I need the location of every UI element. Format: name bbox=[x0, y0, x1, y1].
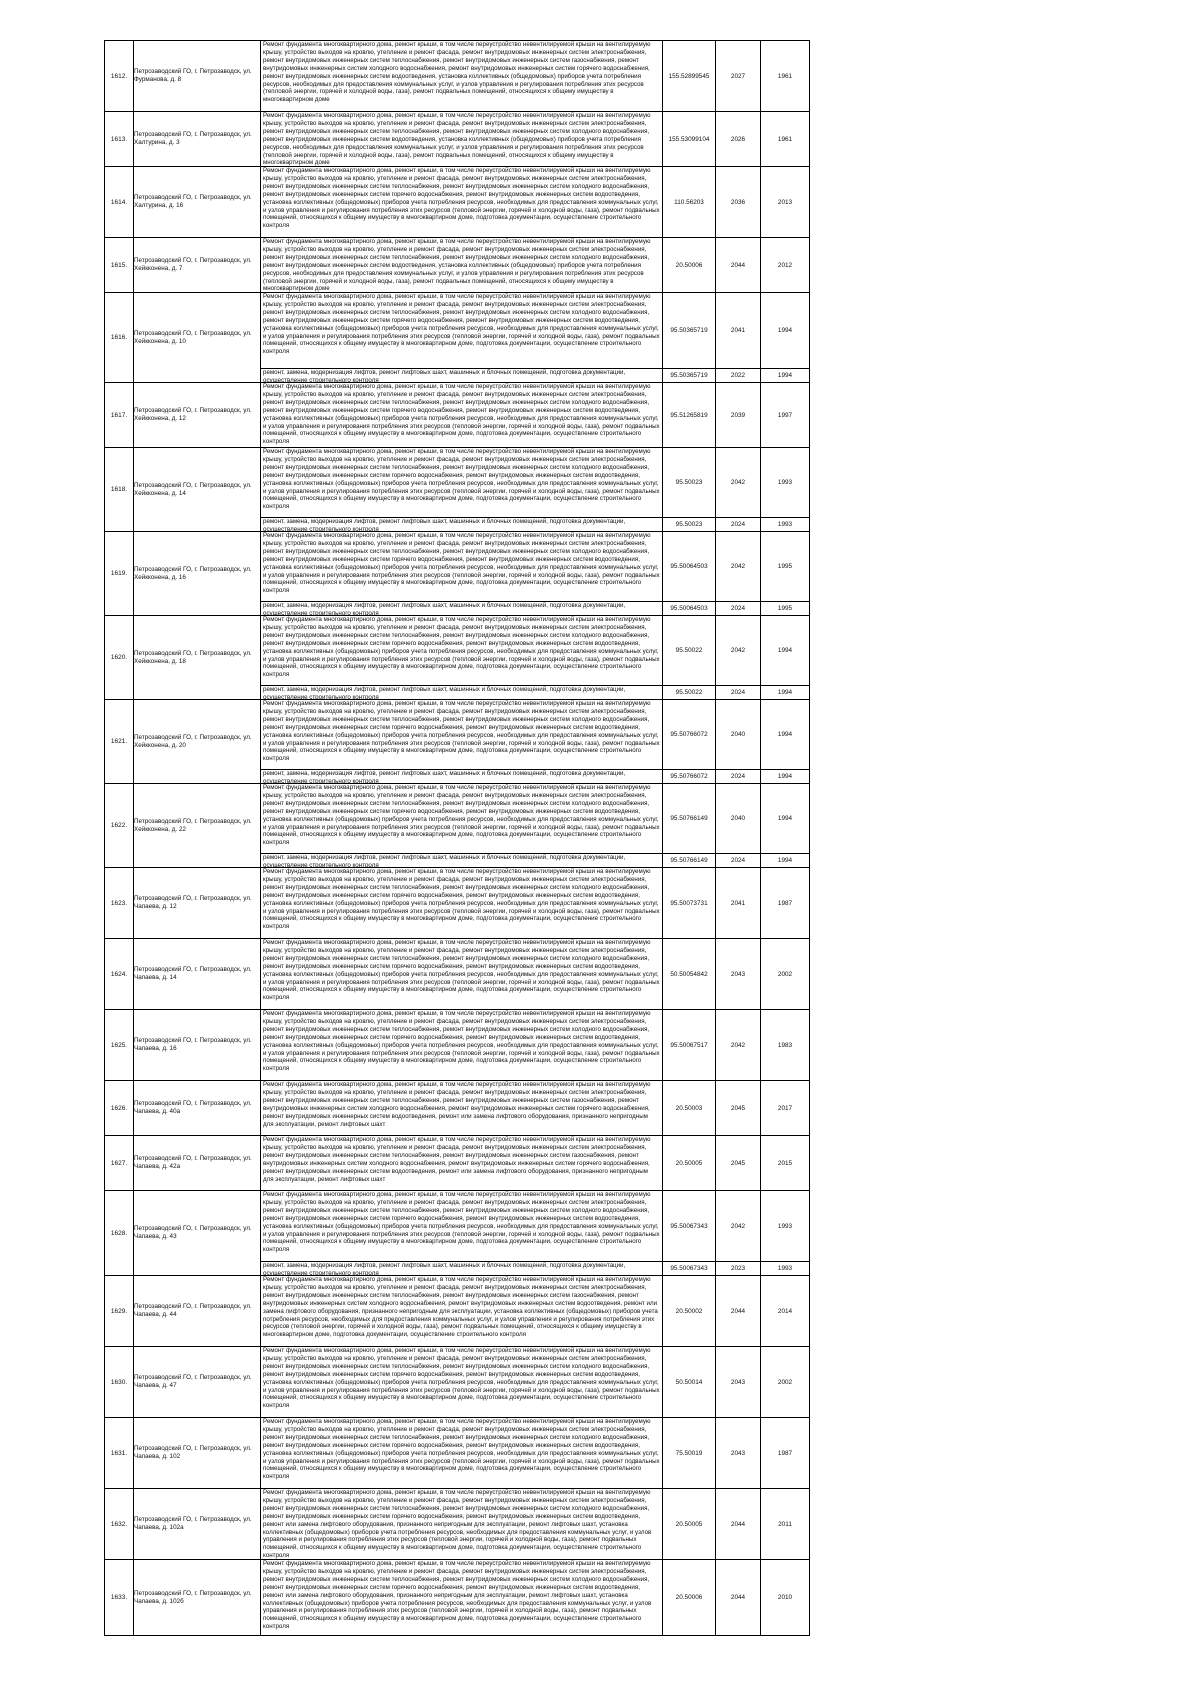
year-cell: 2042 bbox=[716, 616, 761, 686]
address-cell: Петрозаводский ГО, г. Петрозаводск, ул. Чапаева, д. 43 bbox=[134, 1191, 261, 1276]
cost-cell: 95.50023 bbox=[663, 518, 716, 532]
works-cell bbox=[261, 1347, 663, 1418]
cost-cell: 95.51265819 bbox=[663, 383, 716, 448]
works-text: Ремонт фундамента многоквартирного дома, ремонт крыши, в том числе переустройство невентилируемой крыши на вентилируемую крышу, устройство выходов на кровлю, утепление и ремонт фасада, ремонт внутридомовых инженерных систем электроснабжения, ремонт внутридомовых инженерных систем теплоснабжения, ремонт внутридомовых инженерных систем газоснабжения, ремонт внутридомовых инженерных систем холодного водоснабжения, ремонт внутридомовых инженерных систем горячего водоснабжения, ремонт внутридомовых инженерных систем водоотведения, ремонт или замена лифтового оборудования, признанного непригодным для эксплуатации, ремонт лифтовых шахт bbox=[263, 1136, 651, 1183]
address-cell: Петрозаводский ГО, г. Петрозаводск, ул. Хейкконена, д. 18 bbox=[134, 616, 261, 700]
works-cell bbox=[261, 1191, 663, 1262]
works-text: Ремонт фундамента многоквартирного дома, ремонт крыши, в том числе переустройство невентилируемой крыши на вентилируемую крышу, устройство выходов на кровлю, утепление и ремонт фасада, ремонт внутридомовых инженерных систем электроснабжения, ремонт внутридомовых инженерных систем теплоснабжения, ремонт внутридомовых инженерных систем холодного водоснабжения, ремонт внутридомовых инженерных систем горячего водоснабжения, ремонт внутридомовых инженерных систем водоотведения, ремонт или замена лифтового оборудования, признанного непригодным для эксплуатации, ремонт лифтовых шахт, установка коллективных (общедомовых) приборов учета потребления ресурсов, необходимых для предоставления коммунальных услуг, и узлов управления и регулирования потребления этих ресурсов (тепловой энергии, горячей и холодной воды, газа), ремонт подвальных помещений, относящихся к общему имуществу в многоквартирном доме, подготовка документации, осуществление строительного контроля bbox=[263, 1489, 652, 1559]
cost-cell: 95.50073731 bbox=[663, 868, 716, 939]
table-row bbox=[105, 1418, 810, 1489]
built-year-cell: 1995 bbox=[761, 602, 810, 616]
year-cell: 2043 bbox=[716, 1347, 761, 1418]
works-text: Ремонт фундамента многоквартирного дома, ремонт крыши, в том числе переустройство невентилируемой крыши на вентилируемую крышу, устройство выходов на кровлю, утепление и ремонт фасада, ремонт внутридомовых инженерных систем электроснабжения, ремонт внутридомовых инженерных систем теплоснабжения, ремонт внутридомовых инженерных систем холодного водоснабжения, ремонт внутридомовых инженерных систем горячего водоснабжения, ремонт внутридомовых инженерных систем водоотведения, ремонт или замена лифтового оборудования, признанного непригодным для эксплуатации, ремонт лифтовых шахт, установка коллективных (общедомовых) приборов учета потребления ресурсов, необходимых для предоставления коммунальных услуг, и узлов управления и регулирования потребления этих ресурсов (тепловой энергии, горячей и холодной воды, газа), ремонт подвальных помещений, относящихся к общему имуществу в многоквартирном доме, подготовка документации, осуществление строительного контроля bbox=[263, 1560, 652, 1631]
year-cell: 2042 bbox=[716, 448, 761, 518]
address-cell: Петрозаводский ГО, г. Петрозаводск, ул. Чапаева, д. 12 bbox=[134, 868, 261, 939]
works-cell bbox=[261, 1276, 663, 1347]
works-cell bbox=[261, 616, 663, 686]
address-cell: Петрозаводский ГО, г. Петрозаводск, ул. Хейкконена, д. 12 bbox=[134, 383, 261, 448]
works-text: Ремонт фундамента многоквартирного дома, ремонт крыши, в том числе переустройство невентилируемой крыши на вентилируемую крышу, устройство выходов на кровлю, утепление и ремонт фасада, ремонт внутридомовых инженерных систем электроснабжения, ремонт внутридомовых инженерных систем теплоснабжения, ремонт внутридомовых инженерных систем газоснабжения, ремонт внутридомовых инженерных систем холодного водоснабжения, ремонт внутридомовых инженерных систем горячего водоснабжения, ремонт внутридомовых инженерных систем водоотведения, установка коллективных (общедомовых) приборов учета потребления ресурсов, необходимых для предоставления коммунальных услуг, и узлов управления и регулирования потребления этих ресурсов (тепловой энергии, горячей и холодной воды, газа), ремонт подвальных помещений, относящихся к общему имуществу в многоквартирном доме bbox=[263, 41, 651, 104]
cost-cell: 50.50054842 bbox=[663, 939, 716, 1010]
table-row bbox=[105, 1191, 810, 1262]
address-cell: Петрозаводский ГО, г. Петрозаводск, ул. Чапаева, д. 40а bbox=[134, 1081, 261, 1136]
table-row bbox=[105, 532, 810, 602]
works-text: Ремонт фундамента многоквартирного дома, ремонт крыши, в том числе переустройство невентилируемой крыши на вентилируемую крышу, устройство выходов на кровлю, утепление и ремонт фасада, ремонт внутридомовых инженерных систем электроснабжения, ремонт внутридомовых инженерных систем теплоснабжения, ремонт внутридомовых инженерных систем газоснабжения, ремонт внутридомовых инженерных систем холодного водоснабжения, ремонт внутридомовых инженерных систем горячего водоснабжения, ремонт внутридомовых инженерных систем водоотведения, ремонт или замена лифтового оборудования, признанного непригодным для эксплуатации, ремонт лифтовых шахт bbox=[263, 1081, 651, 1128]
works-text: Ремонт фундамента многоквартирного дома, ремонт крыши, в том числе переустройство невентилируемой крыши на вентилируемую крышу, устройство выходов на кровлю, утепление и ремонт фасада, ремонт внутридомовых инженерных систем электроснабжения, ремонт внутридомовых инженерных систем теплоснабжения, ремонт внутридомовых инженерных систем холодного водоснабжения, ремонт внутридомовых инженерных систем горячего водоснабжения, ремонт внутридомовых инженерных систем водоотведения, установка коллективных (общедомовых) приборов учета потребления ресурсов, необходимых для предоставления коммунальных услуг, и узлов управления и регулирования потребления этих ресурсов (тепловой энергии, горячей и холодной воды, газа), ремонт подвальных помещений, относящихся к общему имуществу в многоквартирном доме, подготовка документации, осуществление строительного контроля bbox=[263, 939, 660, 1002]
table-row bbox=[105, 700, 810, 770]
row-number: 1632. bbox=[105, 1489, 134, 1560]
works-cell bbox=[261, 1081, 663, 1136]
lift-works-cell bbox=[261, 1262, 663, 1276]
year-cell: 2036 bbox=[716, 167, 761, 238]
row-number: 1628. bbox=[105, 1191, 134, 1276]
built-year-cell: 2017 bbox=[761, 1081, 810, 1136]
works-text: Ремонт фундамента многоквартирного дома, ремонт крыши, в том числе переустройство невентилируемой крыши на вентилируемую крышу, устройство выходов на кровлю, утепление и ремонт фасада, ремонт внутридомовых инженерных систем электроснабжения, ремонт внутридомовых инженерных систем теплоснабжения, ремонт внутридомовых инженерных систем холодного водоснабжения, ремонт внутридомовых инженерных систем горячего водоснабжения, ремонт внутридомовых инженерных систем водоотведения, установка коллективных (общедомовых) приборов учета потребления ресурсов, необходимых для предоставления коммунальных услуг, и узлов управления и регулирования потребления этих ресурсов (тепловой энергии, горячей и холодной воды, газа), ремонт подвальных помещений, относящихся к общему имуществу в многоквартирном доме, подготовка документации, осуществление строительного контроля bbox=[263, 1418, 660, 1481]
lift-works-cell bbox=[261, 602, 663, 616]
year-cell: 2043 bbox=[716, 939, 761, 1010]
table-row bbox=[105, 616, 810, 686]
table-row bbox=[105, 293, 810, 369]
row-number: 1627. bbox=[105, 1136, 134, 1191]
built-year-cell: 1994 bbox=[761, 784, 810, 854]
year-cell: 2044 bbox=[716, 238, 761, 293]
lift-works-text: ремонт, замена, модернизация лифтов, ремонт лифтовых шахт, машинных и блочных помещений, подготовка документации, осуществление строительного контроля bbox=[263, 518, 626, 531]
address-cell: Петрозаводский ГО, г. Петрозаводск, ул. Хейкконена, д. 22 bbox=[134, 784, 261, 868]
table-row bbox=[105, 238, 810, 293]
address-cell: Петрозаводский ГО, г. Петрозаводск, ул. Чапаева, д. 102 bbox=[134, 1418, 261, 1489]
works-cell bbox=[261, 167, 663, 238]
works-text: Ремонт фундамента многоквартирного дома, ремонт крыши, в том числе переустройство невентилируемой крыши на вентилируемую крышу, устройство выходов на кровлю, утепление и ремонт фасада, ремонт внутридомовых инженерных систем электроснабжения, ремонт внутридомовых инженерных систем теплоснабжения, ремонт внутридомовых инженерных систем холодного водоснабжения, ремонт внутридомовых инженерных систем водоотведения, установка коллективных (общедомовых) приборов учета потребления ресурсов, необходимых для предоставления коммунальных услуг, и узлов управления и регулирования потребления этих ресурсов (тепловой энергии, горячей и холодной воды, газа), ремонт подвальных помещений, относящихся к общему имуществу в многоквартирном доме bbox=[263, 112, 651, 166]
table-row bbox=[105, 1560, 810, 1636]
lift-works-cell bbox=[261, 770, 663, 784]
year-cell: 2024 bbox=[716, 770, 761, 784]
works-text: Ремонт фундамента многоквартирного дома, ремонт крыши, в том числе переустройство невентилируемой крыши на вентилируемую крышу, устройство выходов на кровлю, утепление и ремонт фасада, ремонт внутридомовых инженерных систем электроснабжения, ремонт внутридомовых инженерных систем теплоснабжения, ремонт внутридомовых инженерных систем холодного водоснабжения, ремонт внутридомовых инженерных систем горячего водоснабжения, ремонт внутридомовых инженерных систем водоотведения, установка коллективных (общедомовых) приборов учета потребления ресурсов, необходимых для предоставления коммунальных услуг, и узлов управления и регулирования потребления этих ресурсов (тепловой энергии, горячей и холодной воды, газа), ремонт подвальных помещений, относящихся к общему имуществу в многоквартирном доме, подготовка документации, осуществление строительного контроля bbox=[263, 868, 660, 931]
row-number: 1616. bbox=[105, 293, 134, 383]
built-year-cell: 2014 bbox=[761, 1276, 810, 1347]
year-cell: 2043 bbox=[716, 1418, 761, 1489]
works-text: Ремонт фундамента многоквартирного дома, ремонт крыши, в том числе переустройство невентилируемой крыши на вентилируемую крышу, устройство выходов на кровлю, утепление и ремонт фасада, ремонт внутридомовых инженерных систем электроснабжения, ремонт внутридомовых инженерных систем теплоснабжения, ремонт внутридомовых инженерных систем холодного водоснабжения, ремонт внутридомовых инженерных систем горячего водоснабжения, ремонт внутридомовых инженерных систем водоотведения, установка коллективных (общедомовых) приборов учета потребления ресурсов, необходимых для предоставления коммунальных услуг, и узлов управления и регулирования потребления этих ресурсов (тепловой энергии, горячей и холодной воды, газа), ремонт подвальных помещений, относящихся к общему имуществу в многоквартирном доме, подготовка документации, осуществление строительного контроля bbox=[263, 700, 660, 763]
works-text: Ремонт фундамента многоквартирного дома, ремонт крыши, в том числе переустройство невентилируемой крыши на вентилируемую крышу, устройство выходов на кровлю, утепление и ремонт фасада, ремонт внутридомовых инженерных систем электроснабжения, ремонт внутридомовых инженерных систем теплоснабжения, ремонт внутридомовых инженерных систем холодного водоснабжения, ремонт внутридомовых инженерных систем горячего водоснабжения, ремонт внутридомовых инженерных систем водоотведения, установка коллективных (общедомовых) приборов учета потребления ресурсов, необходимых для предоставления коммунальных услуг, и узлов управления и регулирования потребления этих ресурсов (тепловой энергии, горячей и холодной воды, газа), ремонт подвальных помещений, относящихся к общему имуществу в многоквартирном доме, подготовка документации, осуществление строительного контроля bbox=[263, 383, 660, 446]
works-cell bbox=[261, 41, 663, 112]
cost-cell: 20.50002 bbox=[663, 1276, 716, 1347]
address-cell: Петрозаводский ГО, г. Петрозаводск, ул. Хейкконена, д. 14 bbox=[134, 448, 261, 532]
row-number: 1613. bbox=[105, 112, 134, 167]
cost-cell: 95.50766072 bbox=[663, 770, 716, 784]
works-text: Ремонт фундамента многоквартирного дома, ремонт крыши, в том числе переустройство невентилируемой крыши на вентилируемую крышу, устройство выходов на кровлю, утепление и ремонт фасада, ремонт внутридомовых инженерных систем электроснабжения, ремонт внутридомовых инженерных систем теплоснабжения, ремонт внутридомовых инженерных систем холодного водоснабжения, ремонт внутридомовых инженерных систем горячего водоснабжения, ремонт внутридомовых инженерных систем водоотведения, установка коллективных (общедомовых) приборов учета потребления ресурсов, необходимых для предоставления коммунальных услуг, и узлов управления и регулирования потребления этих ресурсов (тепловой энергии, горячей и холодной воды, газа), ремонт подвальных помещений, относящихся к общему имуществу в многоквартирном доме, подготовка документации, осуществление строительного контроля bbox=[263, 293, 660, 356]
address-cell: Петрозаводский ГО, г. Петрозаводск, ул. Халтурина, д. 3 bbox=[134, 112, 261, 167]
built-year-cell: 1983 bbox=[761, 1010, 810, 1081]
row-number: 1614. bbox=[105, 167, 134, 238]
cost-cell: 20.50005 bbox=[663, 1136, 716, 1191]
built-year-cell: 1994 bbox=[761, 700, 810, 770]
built-year-cell: 1993 bbox=[761, 518, 810, 532]
works-cell bbox=[261, 1560, 663, 1636]
cost-cell: 95.50067343 bbox=[663, 1262, 716, 1276]
address-cell: Петрозаводский ГО, г. Петрозаводск, ул. Чапаева, д. 42а bbox=[134, 1136, 261, 1191]
address-cell: Петрозаводский ГО, г. Петрозаводск, ул. Хейкконена, д. 10 bbox=[134, 293, 261, 383]
works-cell bbox=[261, 700, 663, 770]
cost-cell: 95.50064503 bbox=[663, 532, 716, 602]
lift-works-text: ремонт, замена, модернизация лифтов, ремонт лифтовых шахт, машинных и блочных помещений, подготовка документации, осуществление строительного контроля bbox=[263, 602, 626, 615]
built-year-cell: 1994 bbox=[761, 616, 810, 686]
row-number: 1620. bbox=[105, 616, 134, 700]
table-row bbox=[105, 784, 810, 854]
built-year-cell: 1994 bbox=[761, 854, 810, 868]
table-row bbox=[105, 383, 810, 448]
year-cell: 2042 bbox=[716, 532, 761, 602]
year-cell: 2045 bbox=[716, 1081, 761, 1136]
built-year-cell: 2013 bbox=[761, 167, 810, 238]
built-year-cell: 1961 bbox=[761, 41, 810, 112]
lift-works-cell bbox=[261, 369, 663, 383]
built-year-cell: 1961 bbox=[761, 112, 810, 167]
row-number: 1633. bbox=[105, 1560, 134, 1636]
lift-works-cell bbox=[261, 518, 663, 532]
table-row bbox=[105, 1347, 810, 1418]
capital-repair-table bbox=[104, 40, 810, 1636]
built-year-cell: 1994 bbox=[761, 293, 810, 369]
address-cell: Петрозаводский ГО, г. Петрозаводск, ул. Фурманова, д. 8 bbox=[134, 41, 261, 112]
works-cell bbox=[261, 1418, 663, 1489]
built-year-cell: 1993 bbox=[761, 1262, 810, 1276]
year-cell: 2040 bbox=[716, 700, 761, 770]
row-number: 1621. bbox=[105, 700, 134, 784]
cost-cell: 20.50005 bbox=[663, 1489, 716, 1560]
year-cell: 2042 bbox=[716, 1010, 761, 1081]
row-number: 1615. bbox=[105, 238, 134, 293]
works-text: Ремонт фундамента многоквартирного дома, ремонт крыши, в том числе переустройство невентилируемой крыши на вентилируемую крышу, устройство выходов на кровлю, утепление и ремонт фасада, ремонт внутридомовых инженерных систем электроснабжения, ремонт внутридомовых инженерных систем теплоснабжения, ремонт внутридомовых инженерных систем холодного водоснабжения, ремонт внутридомовых инженерных систем горячего водоснабжения, ремонт внутридомовых инженерных систем водоотведения, установка коллективных (общедомовых) приборов учета потребления ресурсов, необходимых для предоставления коммунальных услуг, и узлов управления и регулирования потребления этих ресурсов (тепловой энергии, горячей и холодной воды, газа), ремонт подвальных помещений, относящихся к общему имуществу в многоквартирном доме, подготовка документации, осуществление строительного контроля bbox=[263, 1191, 660, 1254]
year-cell: 2040 bbox=[716, 784, 761, 854]
built-year-cell: 2012 bbox=[761, 238, 810, 293]
cost-cell: 155.52899545 bbox=[663, 41, 716, 112]
year-cell: 2041 bbox=[716, 868, 761, 939]
table-row bbox=[105, 1489, 810, 1560]
row-number: 1612. bbox=[105, 41, 134, 112]
table-row bbox=[105, 167, 810, 238]
cost-cell: 50.50014 bbox=[663, 1347, 716, 1418]
address-cell: Петрозаводский ГО, г. Петрозаводск, ул. Хейкконена, д. 16 bbox=[134, 532, 261, 616]
works-cell bbox=[261, 1489, 663, 1560]
cost-cell: 95.50365719 bbox=[663, 293, 716, 369]
works-cell bbox=[261, 1136, 663, 1191]
year-cell: 2044 bbox=[716, 1489, 761, 1560]
works-text: Ремонт фундамента многоквартирного дома, ремонт крыши, в том числе переустройство невентилируемой крыши на вентилируемую крышу, устройство выходов на кровлю, утепление и ремонт фасада, ремонт внутридомовых инженерных систем электроснабжения, ремонт внутридомовых инженерных систем теплоснабжения, ремонт внутридомовых инженерных систем холодного водоснабжения, ремонт внутридомовых инженерных систем горячего водоснабжения, ремонт внутридомовых инженерных систем водоотведения, установка коллективных (общедомовых) приборов учета потребления ресурсов, необходимых для предоставления коммунальных услуг, и узлов управления и регулирования потребления этих ресурсов (тепловой энергии, горячей и холодной воды, газа), ремонт подвальных помещений, относящихся к общему имуществу в многоквартирном доме, подготовка документации, осуществление строительного контроля bbox=[263, 167, 660, 230]
table-row bbox=[105, 448, 810, 518]
table-row bbox=[105, 1276, 810, 1347]
table-row bbox=[105, 41, 810, 112]
address-cell: Петрозаводский ГО, г. Петрозаводск, ул. Хейкконена, д. 20 bbox=[134, 700, 261, 784]
cost-cell: 75.50019 bbox=[663, 1418, 716, 1489]
works-cell bbox=[261, 1010, 663, 1081]
built-year-cell: 2011 bbox=[761, 1489, 810, 1560]
lift-works-text: ремонт, замена, модернизация лифтов, ремонт лифтовых шахт, машинных и блочных помещений, подготовка документации, осуществление строительного контроля bbox=[263, 770, 626, 783]
year-cell: 2027 bbox=[716, 41, 761, 112]
built-year-cell: 1994 bbox=[761, 369, 810, 383]
built-year-cell: 1995 bbox=[761, 532, 810, 602]
works-cell bbox=[261, 784, 663, 854]
works-cell bbox=[261, 939, 663, 1010]
built-year-cell: 1993 bbox=[761, 448, 810, 518]
cost-cell: 95.50766149 bbox=[663, 784, 716, 854]
cost-cell: 95.50022 bbox=[663, 686, 716, 700]
table-row bbox=[105, 1136, 810, 1191]
built-year-cell: 1987 bbox=[761, 1418, 810, 1489]
table-row bbox=[105, 868, 810, 939]
works-cell bbox=[261, 448, 663, 518]
works-text: Ремонт фундамента многоквартирного дома, ремонт крыши, в том числе переустройство невентилируемой крыши на вентилируемую крышу, устройство выходов на кровлю, утепление и ремонт фасада, ремонт внутридомовых инженерных систем электроснабжения, ремонт внутридомовых инженерных систем теплоснабжения, ремонт внутридомовых инженерных систем холодного водоснабжения, ремонт внутридомовых инженерных систем горячего водоснабжения, ремонт внутридомовых инженерных систем водоотведения, установка коллективных (общедомовых) приборов учета потребления ресурсов, необходимых для предоставления коммунальных услуг, и узлов управления и регулирования потребления этих ресурсов (тепловой энергии, горячей и холодной воды, газа), ремонт подвальных помещений, относящихся к общему имуществу в многоквартирном доме, подготовка документации, осуществление строительного контроля bbox=[263, 1010, 660, 1073]
built-year-cell: 1997 bbox=[761, 383, 810, 448]
cost-cell: 110.56203 bbox=[663, 167, 716, 238]
row-number: 1629. bbox=[105, 1276, 134, 1347]
cost-cell: 95.50022 bbox=[663, 616, 716, 686]
table-row bbox=[105, 112, 810, 167]
lift-works-text: ремонт, замена, модернизация лифтов, ремонт лифтовых шахт, машинных и блочных помещений, подготовка документации, осуществление строительного контроля bbox=[263, 1262, 626, 1275]
row-number: 1619. bbox=[105, 532, 134, 616]
address-cell: Петрозаводский ГО, г. Петрозаводск, ул. Чапаева, д. 102б bbox=[134, 1560, 261, 1636]
cost-cell: 95.50067343 bbox=[663, 1191, 716, 1262]
row-number: 1618. bbox=[105, 448, 134, 532]
address-cell: Петрозаводский ГО, г. Петрозаводск, ул. Чапаева, д. 47 bbox=[134, 1347, 261, 1418]
built-year-cell: 1987 bbox=[761, 868, 810, 939]
year-cell: 2044 bbox=[716, 1276, 761, 1347]
year-cell: 2024 bbox=[716, 854, 761, 868]
cost-cell: 95.50766072 bbox=[663, 700, 716, 770]
year-cell: 2024 bbox=[716, 602, 761, 616]
works-cell bbox=[261, 532, 663, 602]
address-cell: Петрозаводский ГО, г. Петрозаводск, ул. Чапаева, д. 44 bbox=[134, 1276, 261, 1347]
cost-cell: 95.50766149 bbox=[663, 854, 716, 868]
lift-works-cell bbox=[261, 854, 663, 868]
works-cell bbox=[261, 383, 663, 448]
cost-cell: 95.50064503 bbox=[663, 602, 716, 616]
year-cell: 2042 bbox=[716, 1191, 761, 1262]
table-row bbox=[105, 939, 810, 1010]
cost-cell: 95.50023 bbox=[663, 448, 716, 518]
works-cell bbox=[261, 238, 663, 293]
address-cell: Петрозаводский ГО, г. Петрозаводск, ул. Чапаева, д. 102а bbox=[134, 1489, 261, 1560]
year-cell: 2024 bbox=[716, 518, 761, 532]
built-year-cell: 2002 bbox=[761, 939, 810, 1010]
row-number: 1624. bbox=[105, 939, 134, 1010]
built-year-cell: 1994 bbox=[761, 686, 810, 700]
built-year-cell: 2015 bbox=[761, 1136, 810, 1191]
works-cell bbox=[261, 293, 663, 369]
address-cell: Петрозаводский ГО, г. Петрозаводск, ул. Халтурина, д. 16 bbox=[134, 167, 261, 238]
year-cell: 2044 bbox=[716, 1560, 761, 1636]
table-body bbox=[105, 41, 810, 1636]
built-year-cell: 1993 bbox=[761, 1191, 810, 1262]
lift-works-text: ремонт, замена, модернизация лифтов, ремонт лифтовых шахт, машинных и блочных помещений, подготовка документации, осуществление строительного контроля bbox=[263, 686, 626, 699]
works-text: Ремонт фундамента многоквартирного дома, ремонт крыши, в том числе переустройство невентилируемой крыши на вентилируемую крышу, устройство выходов на кровлю, утепление и ремонт фасада, ремонт внутридомовых инженерных систем электроснабжения, ремонт внутридомовых инженерных систем теплоснабжения, ремонт внутридомовых инженерных систем холодного водоснабжения, ремонт внутридомовых инженерных систем горячего водоснабжения, ремонт внутридомовых инженерных систем водоотведения, установка коллективных (общедомовых) приборов учета потребления ресурсов, необходимых для предоставления коммунальных услуг, и узлов управления и регулирования потребления этих ресурсов (тепловой энергии, горячей и холодной воды, газа), ремонт подвальных помещений, относящихся к общему имуществу в многоквартирном доме, подготовка документации, осуществление строительного контроля bbox=[263, 448, 660, 511]
address-cell: Петрозаводский ГО, г. Петрозаводск, ул. Хейкконена, д. 7 bbox=[134, 238, 261, 293]
row-number: 1625. bbox=[105, 1010, 134, 1081]
row-number: 1622. bbox=[105, 784, 134, 868]
year-cell: 2022 bbox=[716, 369, 761, 383]
table-row bbox=[105, 1010, 810, 1081]
year-cell: 2023 bbox=[716, 1262, 761, 1276]
cost-cell: 20.50006 bbox=[663, 238, 716, 293]
lift-works-cell bbox=[261, 686, 663, 700]
row-number: 1617. bbox=[105, 383, 134, 448]
year-cell: 2024 bbox=[716, 686, 761, 700]
built-year-cell: 1994 bbox=[761, 770, 810, 784]
cost-cell: 20.50006 bbox=[663, 1560, 716, 1636]
cost-cell: 95.50365719 bbox=[663, 369, 716, 383]
built-year-cell: 2010 bbox=[761, 1560, 810, 1636]
works-text: Ремонт фундамента многоквартирного дома, ремонт крыши, в том числе переустройство невентилируемой крыши на вентилируемую крышу, устройство выходов на кровлю, утепление и ремонт фасада, ремонт внутридомовых инженерных систем электроснабжения, ремонт внутридомовых инженерных систем теплоснабжения, ремонт внутридомовых инженерных систем холодного водоснабжения, ремонт внутридомовых инженерных систем водоотведения, установка коллективных (общедомовых) приборов учета потребления ресурсов, необходимых для предоставления коммунальных услуг, и узлов управления и регулирования потребления этих ресурсов (тепловой энергии, горячей и холодной воды, газа), ремонт подвальных помещений, относящихся к общему имуществу в многоквартирном доме bbox=[263, 238, 651, 292]
works-text: Ремонт фундамента многоквартирного дома, ремонт крыши, в том числе переустройство невентилируемой крыши на вентилируемую крышу, устройство выходов на кровлю, утепление и ремонт фасада, ремонт внутридомовых инженерных систем электроснабжения, ремонт внутридомовых инженерных систем теплоснабжения, ремонт внутридомовых инженерных систем холодного водоснабжения, ремонт внутридомовых инженерных систем горячего водоснабжения, ремонт внутридомовых инженерных систем водоотведения, установка коллективных (общедомовых) приборов учета потребления ресурсов, необходимых для предоставления коммунальных услуг, и узлов управления и регулирования потребления этих ресурсов (тепловой энергии, горячей и холодной воды, газа), ремонт подвальных помещений, относящихся к общему имуществу в многоквартирном доме, подготовка документации, осуществление строительного контроля bbox=[263, 1347, 660, 1410]
year-cell: 2039 bbox=[716, 383, 761, 448]
works-text: Ремонт фундамента многоквартирного дома, ремонт крыши, в том числе переустройство невентилируемой крыши на вентилируемую крышу, устройство выходов на кровлю, утепление и ремонт фасада, ремонт внутридомовых инженерных систем электроснабжения, ремонт внутридомовых инженерных систем теплоснабжения, ремонт внутридомовых инженерных систем холодного водоснабжения, ремонт внутридомовых инженерных систем горячего водоснабжения, ремонт внутридомовых инженерных систем водоотведения, установка коллективных (общедомовых) приборов учета потребления ресурсов, необходимых для предоставления коммунальных услуг, и узлов управления и регулирования потребления этих ресурсов (тепловой энергии, горячей и холодной воды, газа), ремонт подвальных помещений, относящихся к общему имуществу в многоквартирном доме, подготовка документации, осуществление строительного контроля bbox=[263, 784, 660, 847]
year-cell: 2041 bbox=[716, 293, 761, 369]
works-text: Ремонт фундамента многоквартирного дома, ремонт крыши, в том числе переустройство невентилируемой крыши на вентилируемую крышу, устройство выходов на кровлю, утепление и ремонт фасада, ремонт внутридомовых инженерных систем электроснабжения, ремонт внутридомовых инженерных систем теплоснабжения, ремонт внутридомовых инженерных систем холодного водоснабжения, ремонт внутридомовых инженерных систем горячего водоснабжения, ремонт внутридомовых инженерных систем водоотведения, установка коллективных (общедомовых) приборов учета потребления ресурсов, необходимых для предоставления коммунальных услуг, и узлов управления и регулирования потребления этих ресурсов (тепловой энергии, горячей и холодной воды, газа), ремонт подвальных помещений, относящихся к общему имуществу в многоквартирном доме, подготовка документации, осуществление строительного контроля bbox=[263, 532, 660, 595]
address-cell: Петрозаводский ГО, г. Петрозаводск, ул. Чапаева, д. 16 bbox=[134, 1010, 261, 1081]
works-cell bbox=[261, 112, 663, 167]
cost-cell: 95.50067517 bbox=[663, 1010, 716, 1081]
year-cell: 2026 bbox=[716, 112, 761, 167]
row-number: 1630. bbox=[105, 1347, 134, 1418]
works-cell bbox=[261, 868, 663, 939]
works-text: Ремонт фундамента многоквартирного дома, ремонт крыши, в том числе переустройство невентилируемой крыши на вентилируемую крышу, устройство выходов на кровлю, утепление и ремонт фасада, ремонт внутридомовых инженерных систем электроснабжения, ремонт внутридомовых инженерных систем теплоснабжения, ремонт внутридомовых инженерных систем холодного водоснабжения, ремонт внутридомовых инженерных систем горячего водоснабжения, ремонт внутридомовых инженерных систем водоотведения, установка коллективных (общедомовых) приборов учета потребления ресурсов, необходимых для предоставления коммунальных услуг, и узлов управления и регулирования потребления этих ресурсов (тепловой энергии, горячей и холодной воды, газа), ремонт подвальных помещений, относящихся к общему имуществу в многоквартирном доме, подготовка документации, осуществление строительного контроля bbox=[263, 616, 660, 679]
works-text: Ремонт фундамента многоквартирного дома, ремонт крыши, в том числе переустройство невентилируемой крыши на вентилируемую крышу, устройство выходов на кровлю, утепление и ремонт фасада, ремонт внутридомовых инженерных систем электроснабжения, ремонт внутридомовых инженерных систем теплоснабжения, ремонт внутридомовых инженерных систем газоснабжения, ремонт внутридомовых инженерных систем холодного водоснабжения, ремонт внутридомовых инженерных систем водоотведения, ремонт или замена лифтового оборудования, признанного непригодным для эксплуатации, установка коллективных (общедомовых) приборов учета потребления ресурсов, необходимых для предоставления коммунальных услуг, и узлов управления и регулирования потребления этих ресурсов (тепловой энергии, горячей и холодной воды, газа), ремонт подвальных помещений, относящихся к общему имуществу в многоквартирном доме, подготовка документации, осуществление строительного контроля bbox=[263, 1276, 658, 1339]
cost-cell: 20.50003 bbox=[663, 1081, 716, 1136]
row-number: 1623. bbox=[105, 868, 134, 939]
lift-works-text: ремонт, замена, модернизация лифтов, ремонт лифтовых шахт, машинных и блочных помещений, подготовка документации, осуществление строительного контроля bbox=[263, 369, 626, 382]
row-number: 1626. bbox=[105, 1081, 134, 1136]
built-year-cell: 2002 bbox=[761, 1347, 810, 1418]
year-cell: 2045 bbox=[716, 1136, 761, 1191]
lift-works-text: ремонт, замена, модернизация лифтов, ремонт лифтовых шахт, машинных и блочных помещений, подготовка документации, осуществление строительного контроля bbox=[263, 854, 626, 867]
address-cell: Петрозаводский ГО, г. Петрозаводск, ул. Чапаева, д. 14 bbox=[134, 939, 261, 1010]
table-row bbox=[105, 1081, 810, 1136]
row-number: 1631. bbox=[105, 1418, 134, 1489]
cost-cell: 155.53099104 bbox=[663, 112, 716, 167]
